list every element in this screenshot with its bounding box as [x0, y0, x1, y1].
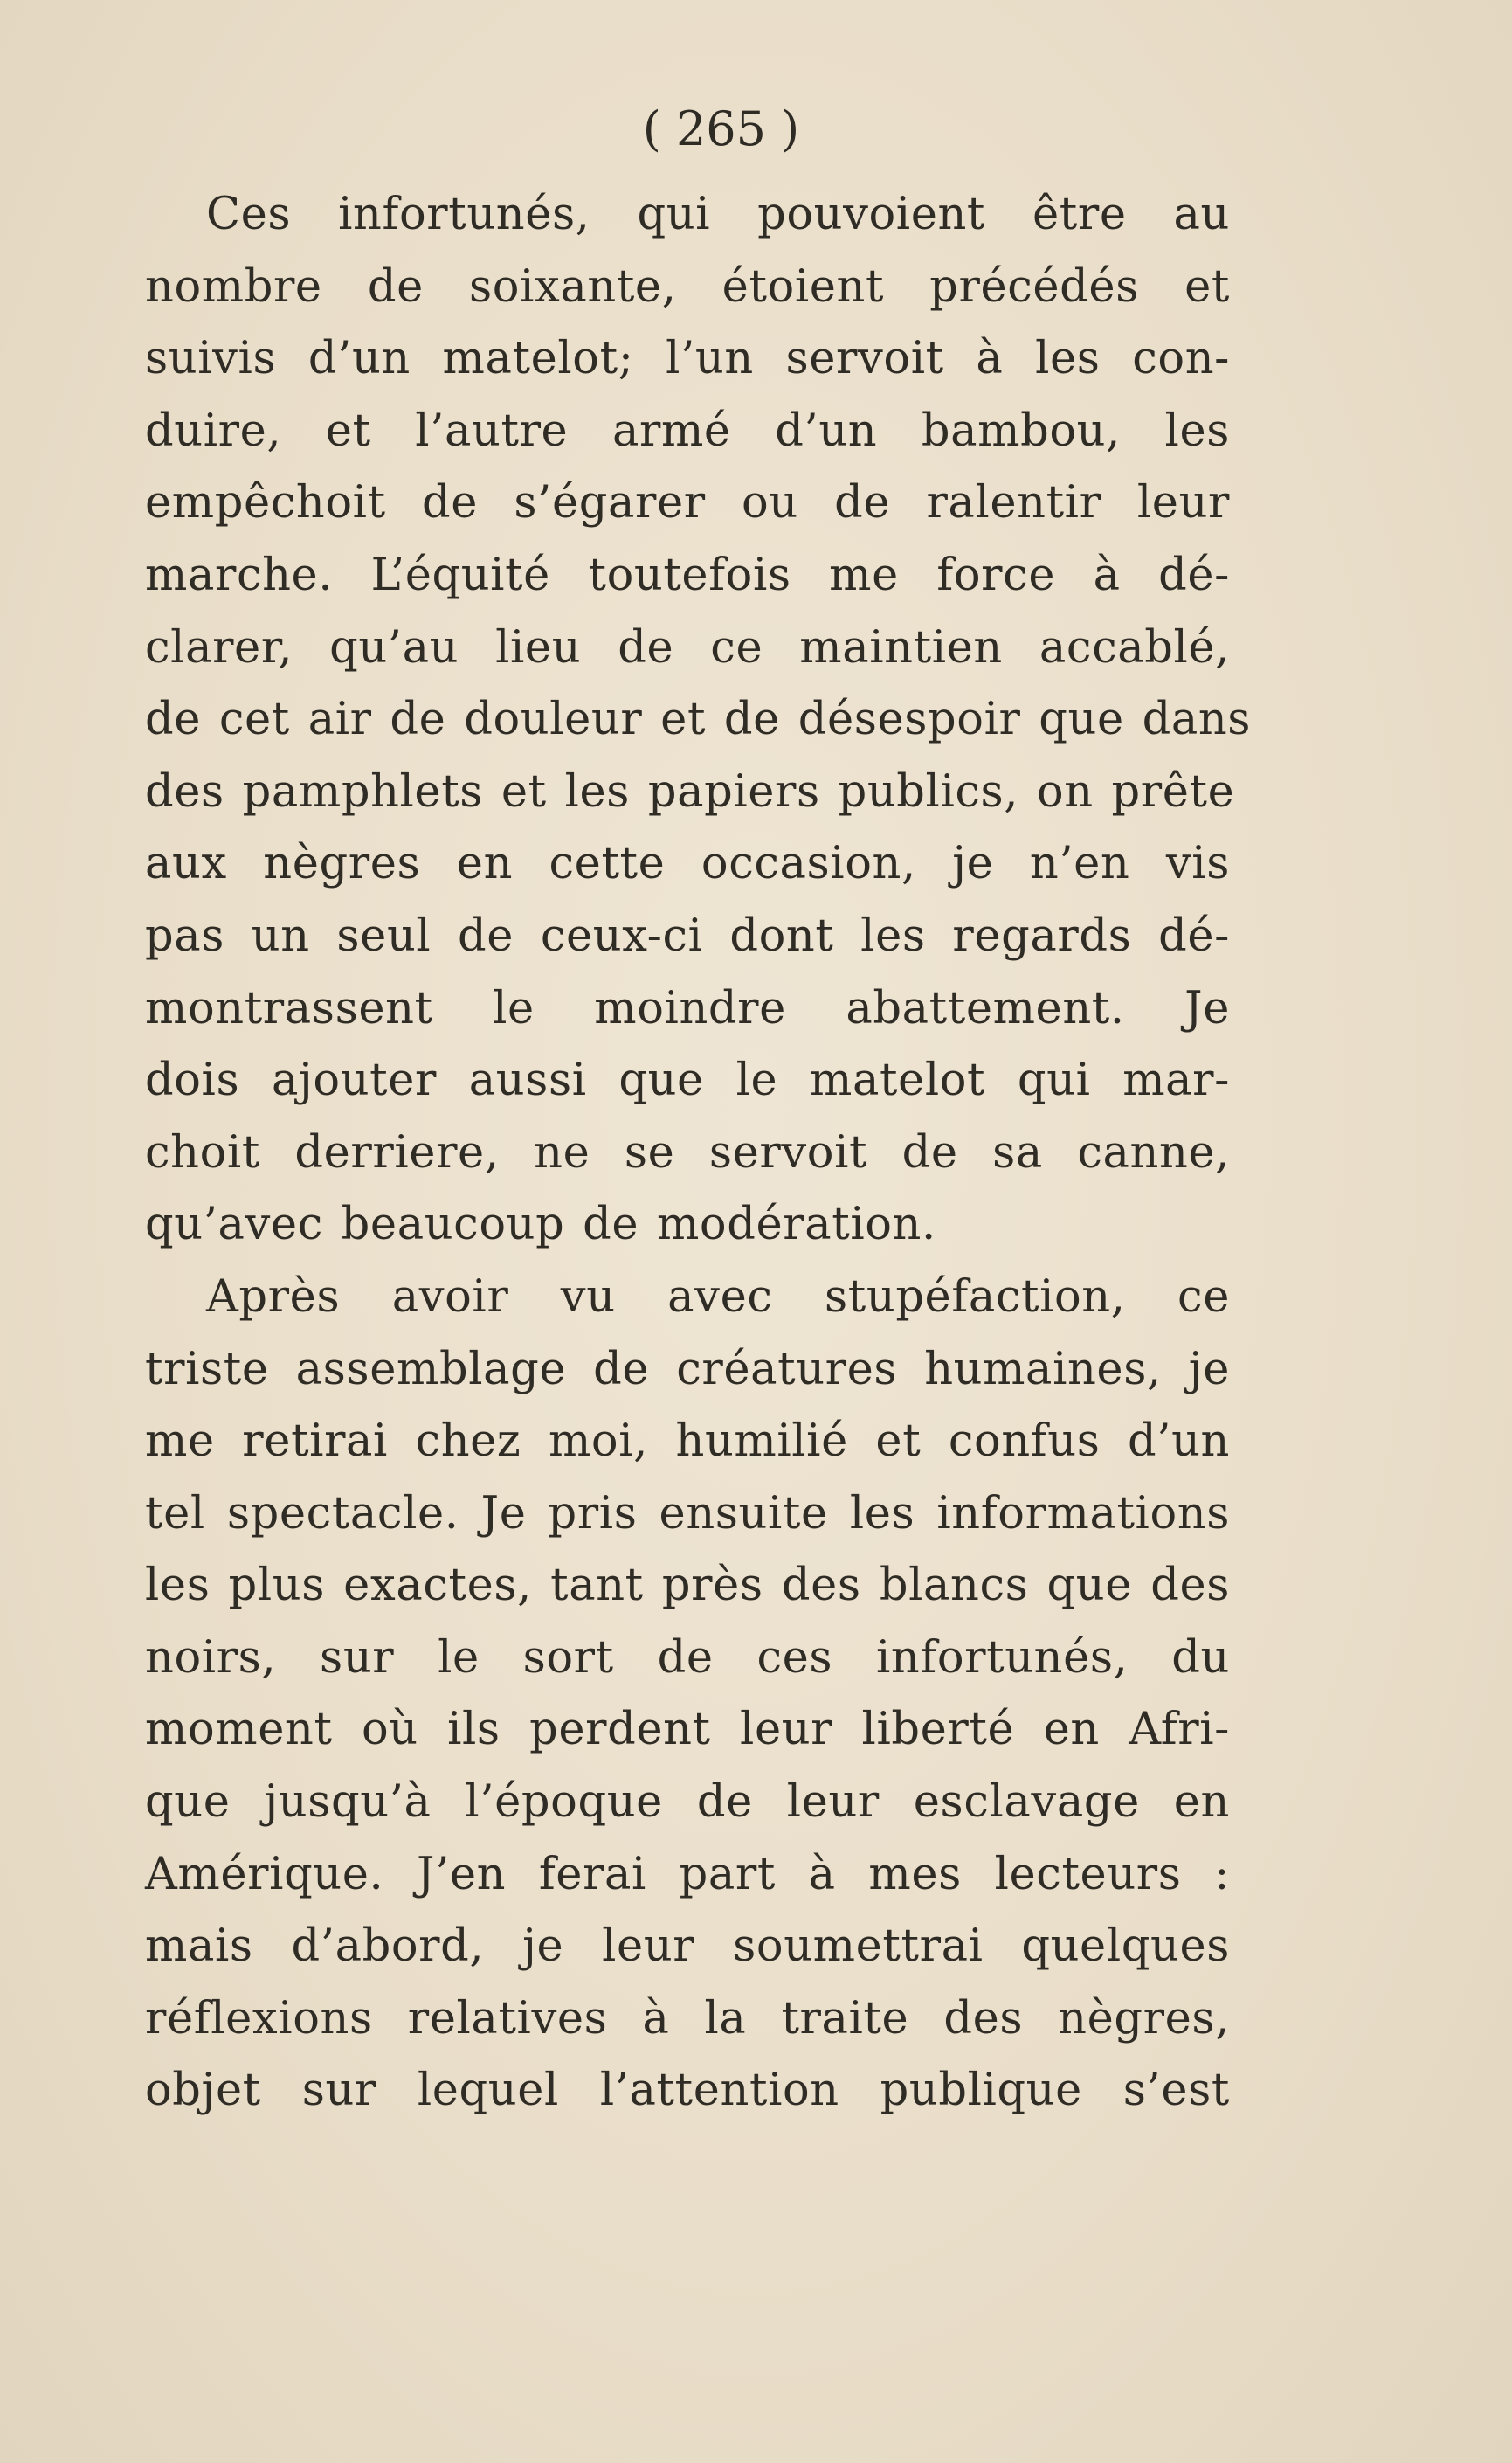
- text-line: de cet air de douleur et de désespoir que dans: [145, 694, 1252, 746]
- paragraph-2: [145, 1262, 1230, 2127]
- text-line: noirs, sur le sort de ces infortunés, du: [145, 1631, 1230, 1684]
- text-line: dois ajouter aussi que le matelot qui mar-: [145, 1055, 1230, 1107]
- text-line: montrassent le moindre abattement. Je: [145, 982, 1230, 1034]
- text-line: Amérique. J’en ferai part à mes lecteurs :: [145, 1848, 1230, 1900]
- text-line: les plus exactes, tant près des blancs que des: [145, 1560, 1230, 1612]
- text-line: des pamphlets et les papiers publics, on prête: [145, 765, 1235, 818]
- text-line: Après avoir vu avec stupéfaction, ce: [206, 1270, 1230, 1323]
- text-line: nombre de soixante, étoient précédés et: [145, 260, 1230, 313]
- text-line: suivis d’un matelot; l’un servoit à les con-: [145, 333, 1230, 385]
- text-line: pas un seul de ceux-ci dont les regards dé-: [145, 910, 1230, 962]
- body-text: [145, 179, 1252, 2127]
- text-line: objet sur lequel l’attention publique s’est: [145, 2065, 1230, 2117]
- text-line: aux nègres en cette occasion, je n’en vis: [145, 838, 1230, 890]
- text-line: empêchoit de s’égarer ou de ralentir leur: [145, 477, 1230, 529]
- text-line: tel spectacle. Je pris ensuite les informations: [145, 1487, 1230, 1539]
- text-line: réflexions relatives à la traite des nègres,: [145, 1992, 1230, 2044]
- text-line: choit derriere, ne se servoit de sa canne,: [145, 1126, 1230, 1179]
- text-line: clarer, qu’au lieu de ce maintien accablé,: [145, 621, 1230, 674]
- text-line: duire, et l’autre armé d’un bambou, les: [145, 405, 1230, 457]
- page-number: ( 265 ): [642, 101, 800, 156]
- text-line: triste assemblage de créatures humaines, je: [145, 1343, 1230, 1395]
- text-line: mais d’abord, je leur soumettrai quelques: [145, 1920, 1230, 1973]
- text-line: que jusqu’à l’époque de leur esclavage en: [145, 1776, 1230, 1829]
- text-line: marche. L’équité toutefois me force à dé-: [145, 549, 1230, 601]
- text-line: qu’avec beaucoup de modération.: [145, 1199, 936, 1251]
- text-line: moment où ils perdent leur liberté en Afri-: [145, 1704, 1230, 1756]
- text-line: Ces infortunés, qui pouvoient être au: [206, 189, 1230, 240]
- paragraph-1: [145, 179, 1252, 1262]
- text-line: me retirai chez moi, humilié et confus d’un: [145, 1415, 1230, 1468]
